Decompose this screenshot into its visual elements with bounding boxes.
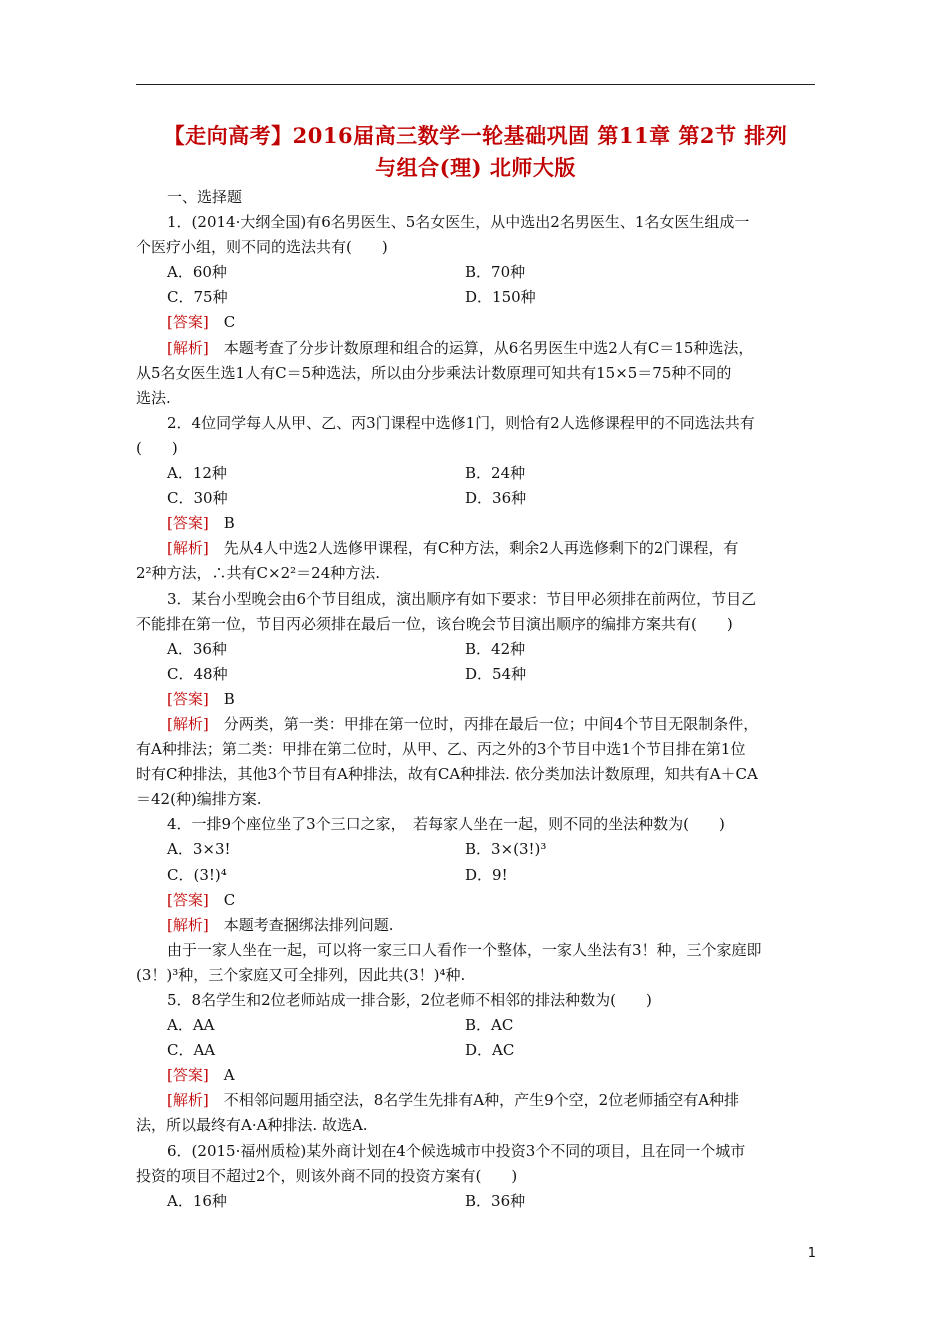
question-stem-line: 不能排在第一位，节目丙必须排在最后一位，该台晚会节目演出顺序的编排方案共有( ) <box>136 614 733 633</box>
question-stem-line: ( ) <box>136 438 178 457</box>
answer-tag: [答案] <box>167 689 209 708</box>
analysis-tag: [解析] <box>167 1091 209 1110</box>
analysis-line <box>136 787 815 812</box>
option: C．48种 <box>167 664 228 683</box>
answer-tag: [答案] <box>167 890 209 909</box>
analysis-text: 本题考查捆绑法排列问题. <box>223 915 394 934</box>
analysis-text: ＝42(种)编排方案. <box>136 790 262 809</box>
question-3 <box>136 587 815 813</box>
answer-line <box>136 687 815 712</box>
option: B．AC <box>465 1016 514 1035</box>
option: B．24种 <box>465 464 526 483</box>
analysis-line <box>136 737 815 762</box>
question-6 <box>136 1139 815 1214</box>
option-row <box>136 637 815 662</box>
option: B．42种 <box>465 639 526 658</box>
analysis-text: 2²种方法，∴共有C×2²＝24种方法. <box>136 564 381 583</box>
answer-value: C <box>223 313 236 332</box>
analysis-extra-line: (3！)³种，三个家庭又可全排列，因此共(3！)⁴种. <box>136 965 466 984</box>
answer-tag: [答案] <box>167 1066 209 1085</box>
option: B．36种 <box>465 1191 526 1210</box>
question-stem-line: 个医疗小组，则不同的选法共有( ) <box>136 238 388 257</box>
option: A．3×3! <box>167 840 231 859</box>
option: D．150种 <box>465 288 536 307</box>
option: A．60种 <box>167 263 227 282</box>
option: C．(3!)⁴ <box>167 865 227 884</box>
option-row <box>136 1013 815 1038</box>
question-stem-line: 1．(2014·大纲全国)有6名男医生、5名女医生，从中选出2名男医生、1名女医生组成一 <box>167 213 750 232</box>
question-stem-line: 3．某台小型晚会由6个节目组成，演出顺序有如下要求：节目甲必须排在前两位，节目乙 <box>167 589 757 608</box>
analysis-tag: [解析] <box>167 714 209 733</box>
analysis-line <box>136 762 815 787</box>
question-4 <box>136 812 815 988</box>
analysis-line <box>136 386 815 411</box>
option-row <box>136 1189 815 1214</box>
answer-line <box>136 511 815 536</box>
analysis-tag: [解析] <box>167 539 209 558</box>
option-row <box>136 486 815 511</box>
answer-value: A <box>223 1066 235 1085</box>
header-rule <box>136 84 815 85</box>
analysis-line <box>136 536 815 561</box>
answer-tag: [答案] <box>167 514 209 533</box>
option: A．16种 <box>167 1191 227 1210</box>
question-stem-line: 2．4位同学每人从甲、乙、丙3门课程中选修1门，则恰有2人选修课程甲的不同选法共有 <box>167 413 755 432</box>
option-row <box>136 285 815 310</box>
answer-tag: [答案] <box>167 313 209 332</box>
analysis-text: 时有C种排法，其他3个节目有A种排法，故有CA种排法. 依分类加法计数原理，知共有A＋CA <box>136 765 758 784</box>
option: B．3×(3!)³ <box>465 840 547 859</box>
analysis-line <box>136 336 815 361</box>
question-2 <box>136 411 815 587</box>
analysis-text: 先从4人中选2人选修甲课程，有C种方法，剩余2人再选修剩下的2门课程，有 <box>223 539 739 558</box>
title-line-1: 【走向高考】2016届高三数学一轮基础巩固 第11章 第2节 排列 <box>163 123 788 148</box>
option: D．36种 <box>465 489 527 508</box>
answer-line <box>136 888 815 913</box>
option: A．12种 <box>167 464 227 483</box>
option-row <box>136 260 815 285</box>
option: C．30种 <box>167 489 228 508</box>
analysis-line <box>136 361 815 386</box>
answer-value: B <box>223 514 235 533</box>
analysis-text: 法，所以最终有A·A种排法. 故选A. <box>136 1116 368 1135</box>
question-1 <box>136 210 815 411</box>
option-row <box>136 863 815 888</box>
option-row <box>136 1038 815 1063</box>
answer-value: C <box>223 890 236 909</box>
answer-line <box>136 1063 815 1088</box>
analysis-line <box>136 561 815 586</box>
page-number: 1 <box>807 1246 816 1261</box>
option: D．9! <box>465 865 508 884</box>
answer-value: B <box>223 689 235 708</box>
analysis-text: 有A种排法；第二类：甲排在第二位时，从甲、乙、丙之外的3个节目中选1个节目排在第1位 <box>136 740 746 759</box>
analysis-text: 不相邻问题用插空法，8名学生先排有A种，产生9个空，2位老师插空有A种排 <box>223 1091 740 1110</box>
option: A．36种 <box>167 639 227 658</box>
option: D．54种 <box>465 664 527 683</box>
option: D．AC <box>465 1041 515 1060</box>
section-heading: 一、选择题 <box>167 188 243 206</box>
option-row <box>136 837 815 862</box>
analysis-line <box>136 712 815 737</box>
analysis-text: 从5名女医生选1人有C＝5种选法，所以由分步乘法计数原理可知共有15×5＝75种不同的 <box>136 363 732 382</box>
question-stem-line: 投资的项目不超过2个，则该外商不同的投资方案有( ) <box>136 1166 518 1185</box>
question-stem-line: 4．一排9个座位坐了3个三口之家， 若每家人坐在一起，则不同的坐法种数为( ) <box>167 815 725 834</box>
analysis-text: 选法. <box>136 388 171 407</box>
analysis-extra-line: 由于一家人坐在一起，可以将一家三口人看作一个整体，一家人坐法有3！种，三个家庭即 <box>167 940 762 959</box>
analysis-line <box>136 913 815 938</box>
option: C．AA <box>167 1041 216 1060</box>
analysis-tag: [解析] <box>167 915 209 934</box>
document-body <box>136 185 815 1214</box>
option-row <box>136 461 815 486</box>
analysis-line <box>136 1088 815 1113</box>
question-stem-line: 5．8名学生和2位老师站成一排合影，2位老师不相邻的排法种数为( ) <box>167 991 652 1009</box>
option-row <box>136 662 815 687</box>
option: B．70种 <box>465 263 526 282</box>
analysis-line <box>136 1113 815 1138</box>
title-line-2: 与组合(理) 北师大版 <box>375 155 576 180</box>
answer-line <box>136 310 815 335</box>
question-5 <box>136 988 815 1139</box>
option: C．75种 <box>167 288 228 307</box>
question-stem-line: 6．(2015·福州质检)某外商计划在4个候选城市中投资3个不同的项目，且在同一个城市 <box>167 1141 746 1160</box>
option: A．AA <box>167 1016 215 1035</box>
analysis-text: 本题考查了分步计数原理和组合的运算，从6名男医生中选2人有C＝15种选法， <box>223 338 754 357</box>
analysis-text: 分两类，第一类：甲排在第一位时，丙排在最后一位；中间4个节目无限制条件， <box>223 714 759 733</box>
analysis-tag: [解析] <box>167 338 209 357</box>
document-title <box>136 120 815 184</box>
